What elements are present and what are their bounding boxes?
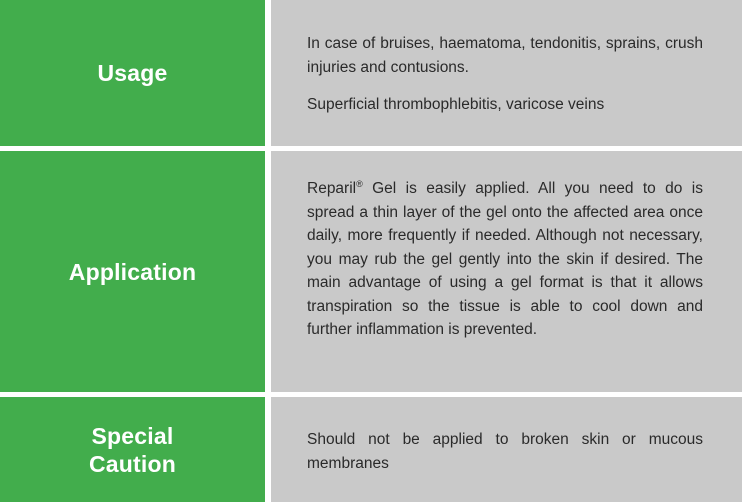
brand-name: Reparil <box>307 180 357 197</box>
application-description: Gel is easily applied. All you need to do is spread a thin layer of the gel onto the affected area once daily, more frequently if needed. Although not necessary, you may rub the gel gently into the skin if desired. The main advantage of using a gel format is that it allows transpiration so the tissue is able to cool down and further inflammation is prevented. <box>307 180 703 338</box>
special-caution-paragraph: Should not be applied to broken skin or mucous membranes <box>307 431 703 472</box>
usage-content-cell <box>271 0 742 146</box>
special-caution-content-cell <box>271 397 742 502</box>
application-paragraph <box>307 177 703 342</box>
usage-paragraph-2: Superficial thrombophlebitis, varicose veins <box>307 96 605 113</box>
usage-label: Usage <box>97 60 168 86</box>
usage-text <box>307 32 703 117</box>
application-text <box>307 177 703 342</box>
special-caution-label <box>89 422 176 478</box>
special-caution-text <box>307 428 703 475</box>
application-label: Application <box>68 258 197 285</box>
application-label-cell <box>0 151 265 392</box>
special-caution-label-line-2: Caution <box>89 450 176 477</box>
application-content-cell <box>271 151 742 392</box>
usage-label-cell <box>0 0 265 146</box>
usage-paragraph-1: In case of bruises, haematoma, tendonitis, sprains, crush injuries and contusions. <box>307 35 703 76</box>
registered-mark: ® <box>356 178 363 189</box>
special-caution-label-line-1: Special <box>91 422 174 449</box>
special-caution-label-cell <box>0 397 265 502</box>
